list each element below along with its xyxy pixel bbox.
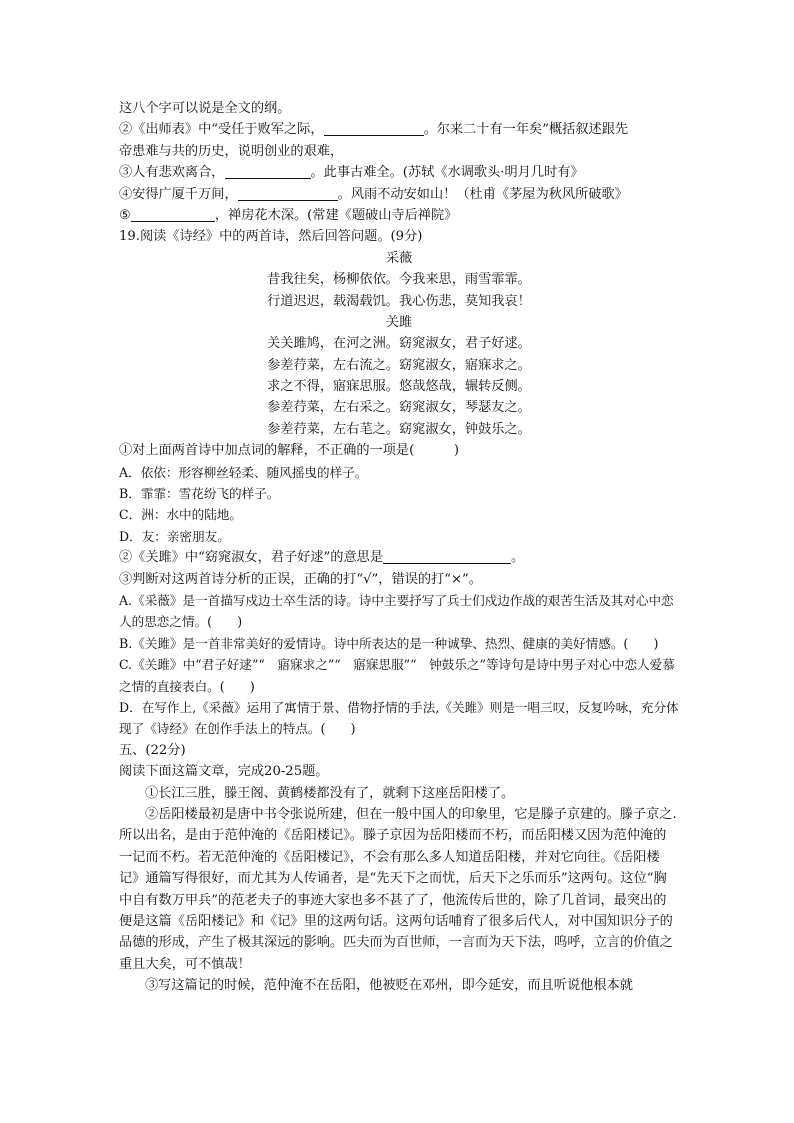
option-a: A．依依：形容柳丝轻柔、随风摇曳的样子。 [119,464,368,480]
text-segment: ④安得广厦千万间， [119,186,238,202]
judge-item-d: D．在写作上,《采薇》运用了寓情于景、借物抒情的手法,《关雎》则是一唱三叹，反复吟咏，充分体现了《诗经》在创作手法上的特点。( ) [119,700,679,737]
answer-blank[interactable] [383,548,511,564]
question-line [119,547,679,568]
answer-blank[interactable] [225,163,311,179]
answer-blank[interactable] [131,206,215,222]
option-d: D．友：亲密朋友。 [119,528,230,544]
text-line [119,162,679,183]
text-line [119,205,679,226]
text-segment: 。风雨不动安如山！（杜甫《茅屋为秋风所破歌》 [337,186,628,202]
poem-line: 参差荇菜，左右芼之。窈窕淑女，钟鼓乐之。 [267,421,531,437]
text-segment: ②《出师表》中“受任于败军之际， [119,122,324,138]
paragraph-2: ②岳阳楼最初是唐中书令张说所建，但在一般中国人的印象里，它是滕子京建的。滕子京之.所以出名，是由于范仲淹的《岳阳楼记》。滕子京因为岳阳楼而不朽，而岳阳楼又因为范仲淹的一记而不朽。若无范仲淹的《岳阳楼记》，不会有那么多人知道岳阳楼，并对它向往。《岳阳楼记》通篇写得很好，而尤其为人传诵者，是“先天下之而忧，后天下之乐而乐”这两句。这位“胸中自有数万甲兵”的范老夫子的事迹大家也多不甚了了，他流传后世的，除了几首词，最突出的便是这篇《岳阳楼记》和《记》里的这两句话。这两句话哺育了很多后代人，对中国知识分子的品德的形成，产生了极其深远的影响。匹夫而为百世师，一言而为天下法，呜呼，立言的价值之重且大矣，可不慎哉！ [119,807,677,972]
text-line: 这八个字可以说是全文的纲。 [119,101,291,116]
text-segment: 。此事古难全。(苏轼《水调歌头·明月几时有》 [310,165,584,181]
poem-line: 关关雎鸠，在河之洲。窈窕淑女，君子好逑。 [267,336,531,352]
poem-title: 关雎 [385,314,413,330]
text-line: 帝患难与共的历史，说明创业的艰难， [119,143,344,159]
poem-line: 参差荇菜，左右采之。窈窕淑女，琴瑟友之。 [267,400,531,416]
answer-blank[interactable] [238,185,338,201]
poem-line: 昔我往矣，杨柳依依。今我来思，雨雪霏霏。 [267,272,531,288]
option-c: C．洲：水中的陆地。 [119,507,242,523]
text-segment: ②《关雎》中“窈窕淑女，君子好逑”的意思是 [119,550,384,566]
text-segment: ，禅房花木深。(常建《题破山寺后禅院》 [214,207,458,223]
paragraph-1: ①长江三胜，滕王阁、黄鹤楼都没有了，就剩下这座岳阳楼了。 [145,785,515,801]
question-19: 19.阅读《诗经》中的两首诗，然后回答问题。(9分) [119,229,423,245]
poem-line: 求之不得，寤寐思服。悠哉悠哉，辗转反侧。 [267,379,531,395]
poem-title: 采薇 [385,250,413,266]
question-stem: ①对上面两首诗中加点词的解释，不正确的一项是( ) [119,443,459,459]
text-segment: 。尔来二十有一年矣”概括叙述跟先 [423,122,629,138]
text-line [119,119,679,140]
text-line [119,184,679,205]
option-b: B．霏霏：雪花纷飞的样子。 [119,486,280,502]
judge-item-c: C.《关雎》中“君子好逑”“ 寤寐求之”“ 寤寐思服”“ 钟鼓乐之”等诗句是诗中男子对心中恋人爱慕之情的直接表白。( ) [119,657,675,694]
section-heading: 五、(22分) [119,742,186,758]
text-segment: ⑤ [119,207,131,223]
judge-item-a: A.《采薇》是一首描写戍边士卒生活的诗。诗中主要抒写了兵士们戍边作战的艰苦生活及其对心中恋人的思恋之情。( ) [119,592,674,630]
question-stem: ③判断对这两首诗分析的正误，正确的打“√”，错误的打“×”。 [119,571,482,587]
paragraph-3: ③写这篇记的时候，范仲淹不在岳阳，他被贬在邓州，即今延安，而且听说他根本就 [145,978,633,994]
text-segment: ③人有悲欢离合， [119,165,225,181]
poem-line: 行道迟迟，载渴载饥。我心伤悲，莫知我哀！ [267,293,531,309]
document-page [119,98,679,997]
section-intro: 阅读下面这篇文章，完成20-25题。 [119,764,329,780]
answer-blank[interactable] [324,120,424,136]
judge-item-b: B.《关雎》是一首非常美好的爱情诗。诗中所表达的是一种诚挚、热烈、健康的美好情感。( ) [119,635,659,651]
poem-line: 参差荇菜，左右流之。窈窕淑女，寤寐求之。 [267,357,531,373]
text-segment: 。 [511,550,525,566]
